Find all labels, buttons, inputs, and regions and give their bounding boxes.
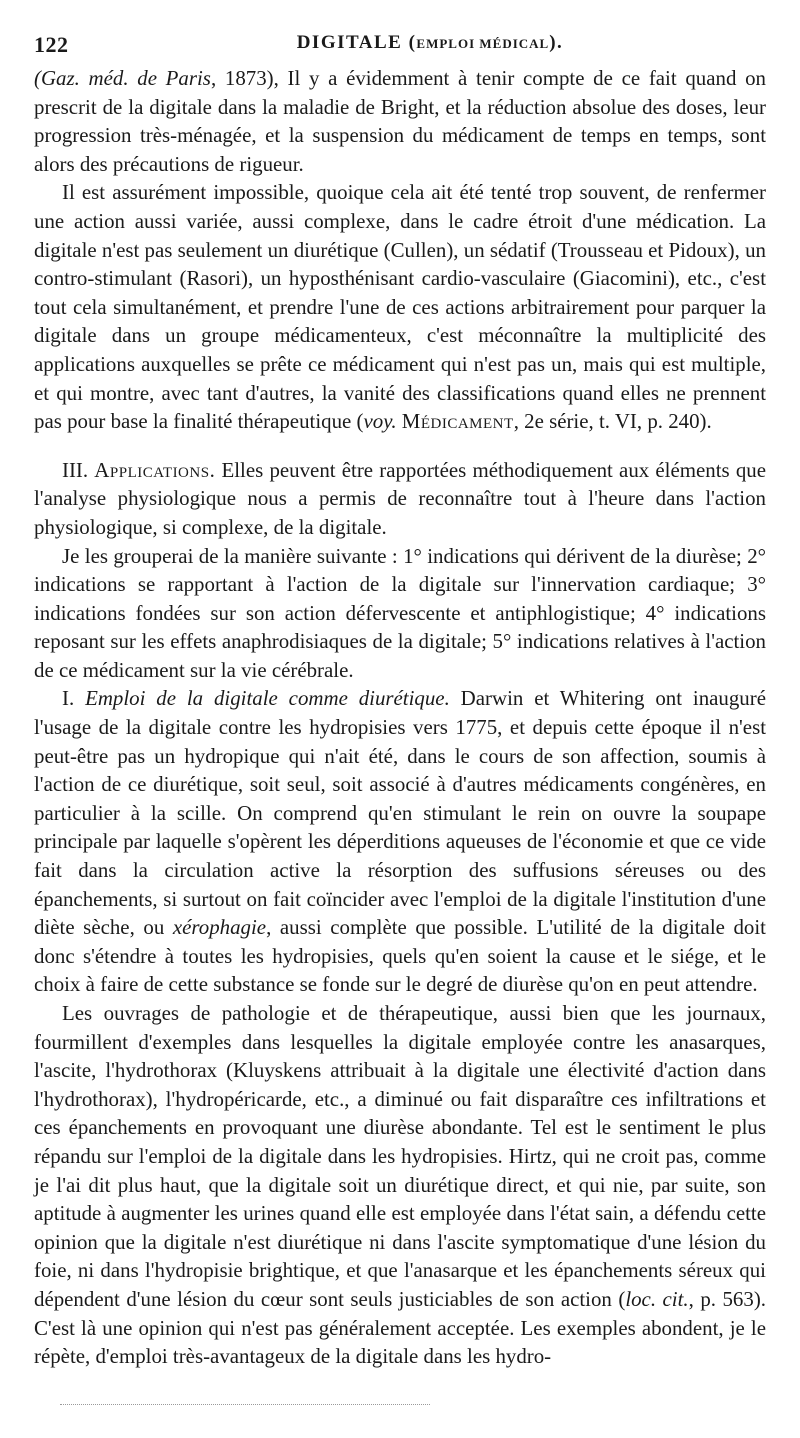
footer-dotted-rule — [60, 1404, 430, 1405]
xerophagie-term: xérophagie — [172, 915, 267, 940]
running-title — [34, 32, 766, 54]
section-heading-paragraph — [34, 456, 766, 542]
voy-abbrev: voy. — [363, 409, 397, 434]
paragraph-text: Il est assurément impossible, quoique cela ait été tenté trop souvent, de renfermer une action aussi variée, aussi complexe, dans le cadre étroit d'une médication. La digitale n'est pas seulement un diurétique (Cullen), un sédatif (Trousseau et Pidoux), un contro-stimulant (Rasori), un hyposthénisant cardio-vasculaire (Giacomini), etc., c'est tout cela simultanément, et prendre l'une de ces actions arbitrairement pour parquer la digitale dans un groupe médicamenteux, c'est méconnaître la multiplicité des applications auxquelles se prête ce médicament qui n'est pas un, mais qui est multiple, et qui montre, avec tant d'autres, la vanité des classifications quand elles ne prennent pas pour base la finalité thérapeutique ( — [34, 180, 766, 434]
paragraph-text: Elles peuvent être rapportées méthodiquement aux éléments que l'analyse physiologique nous a permis de reconnaître tout à l'heure dans l'action physiologique, si complexe, de la digitale. — [34, 457, 766, 539]
paragraph-text: Je les grouperai de la manière suivante : 1° indications qui dérivent de la diurèse; 2° indications se rapportant à l'action de la digitale sur l'innervation cardiaque; 3° indications fondées sur son action défervescente et antiphlogistique; 4° indications reposant sur les effets anaphrodisiaques de la digitale; 5° indications relatives à l'action de ce médicament sur la vie cérébrale. — [34, 543, 766, 682]
body-text — [34, 64, 766, 1371]
page-number: 122 — [34, 32, 69, 57]
paragraph-text: Les ouvrages de pathologie et de thérapeutique, aussi bien que les journaux, fourmillent d'exemples dans lesquelles la digitale employée contre les anasarques, l'ascite, l'hydrothorax (Kluyskens attribuait à la digitale une électivité d'action dans l'hydrothorax), l'hydropéricarde, etc., a diminué ou fait disparaître ces infiltrations et ces épanchements en provoquant une diurèse abondante. Tel est le sentiment le plus répandu sur l'emploi de la digitale dans les hydropisies. Hirtz, qui ne croit pas, comme je l'ai dit plus haut, que la digitale soit un diurétique direct, et qui nie, par suite, son aptitude à augmenter les urines quand elle est employée dans l'état sain, a défendu cette opinion que la digitale n'est diurétique ni dans l'ascite symptomatique d'une lésion du foie, ni dans l'hydropisie brightique, et que l'anasarque et les épanchements séreux qui dépendent d'une lésion du cœur sont seuls justiciables de son action ( — [34, 1001, 766, 1311]
paragraph-4 — [34, 542, 766, 685]
citation: (Gaz. méd. de Paris — [34, 66, 211, 90]
cross-reference: Médicament — [401, 409, 514, 434]
section-number: III. — [62, 457, 89, 482]
citation: loc. cit. — [625, 1286, 689, 1311]
section-title: Applications. — [94, 457, 216, 482]
paragraph-text: , aussi complète que possible. L'utilité de la digitale doit donc s'étendre à toutes les hydropisies, quels qu'en soient la cause et le siége, et le choix à faire de cette substance se fonde sur le degré de diurèse qu'on en peut attendre. — [34, 915, 766, 997]
paragraph-text: , 2e série, t. VI, p. 240). — [513, 409, 712, 434]
paragraph-1 — [34, 64, 766, 178]
paragraph-text: , 1873), Il y a évidemment à tenir compte de ce fait quand on prescrit de la digitale dans la maladie de Bright, et la réduction absolue des doses, leur progression très-ménagée, et la suspension du médicament de temps en temps, sont alors des précautions de rigueur. — [34, 66, 767, 176]
running-title-close: ). — [549, 32, 564, 53]
page-header — [34, 28, 766, 60]
paragraph-text: , p. 563). C'est là une opinion qui n'est pas généralement acceptée. Les exemples abondent, je le répète, d'emploi très-avantageux de la digitale dans les hydro- — [34, 1286, 766, 1369]
subsection-title: Emploi de la digitale comme diurétique. — [85, 686, 450, 711]
paragraph-2 — [34, 178, 766, 435]
paragraph-6 — [34, 999, 766, 1371]
paragraph-5 — [34, 684, 766, 999]
running-title-main: DIGITALE ( — [296, 32, 417, 53]
running-title-small: EMPLOI MÉDICAL — [416, 36, 550, 51]
paragraph-text: Darwin et Whitering ont inauguré l'usage de la digitale contre les hydropisies vers 1775, et depuis cette époque il n'est peut-être pas un hydropique qui n'ait été, dans le cours de son affection, soumis à l'action de ce diurétique, soit seul, soit associé à d'autres médicaments congénères, en particulier à la scille. On comprend qu'en stimulant le rein on ouvre la soupape principale par laquelle s'opèrent les déperditions aqueuses de l'économie et que ce vide fait dans la circulation active la résorption des suffusions séreuses ou des épanchements, si surtout on fait coïncider avec l'emploi de la digitale l'institution d'une diète sèche, ou — [34, 686, 766, 940]
subsection-number: I. — [62, 686, 75, 711]
